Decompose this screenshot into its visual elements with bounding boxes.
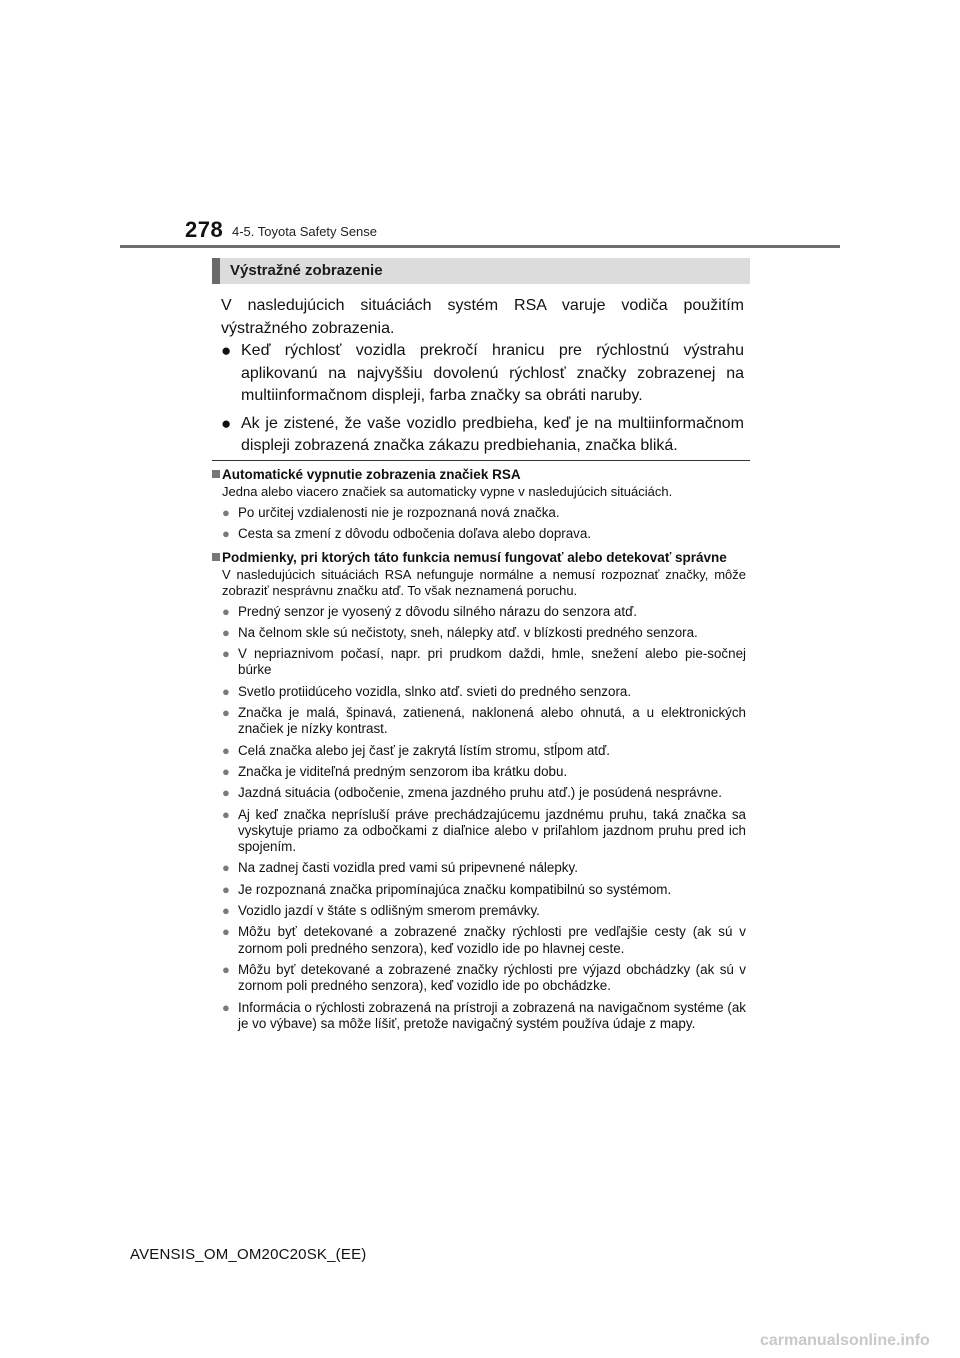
note-text: V nasledujúcich situáciách RSA nefunguje normálne a nemusí rozpoznať značky, môže zobraziť nesprávnu značku atď. To však neznamená poruchu. [222, 566, 746, 598]
list-item-text: Cesta sa zmení z dôvodu odbočenia doľava alebo doprava. [238, 526, 592, 542]
warning-bullet [221, 413, 744, 458]
list-item [212, 962, 746, 995]
bullet-icon: ● [222, 763, 230, 779]
note-heading [212, 550, 746, 566]
bullet-icon: ● [222, 742, 230, 758]
note-heading [212, 467, 746, 483]
warning-bullet-text: Ak je zistené, že vaše vozidlo predbieha, keď je na multiinformačnom displeji zobrazená značka zákazu predbiehania, značka bliká. [241, 414, 744, 454]
list-item [212, 505, 746, 521]
list-item [212, 903, 746, 919]
list-item [212, 646, 746, 679]
list-item [212, 1000, 746, 1033]
bullet-icon: ● [222, 961, 230, 977]
document-code-footer: AVENSIS_OM_OM20C20SK_(EE) [130, 1246, 367, 1263]
list-item [212, 764, 746, 780]
list-item-text: V nepriaznivom počasí, napr. pri prudkom daždi, hmle, snežení alebo pie-sočnej búrke [238, 646, 746, 678]
list-item [212, 743, 746, 759]
bullet-icon: ● [221, 341, 232, 360]
warning-bullet-text: Keď rýchlosť vozidla prekročí hranicu pre rýchlostnú výstrahu aplikovanú na najvyššiu dovolenú rýchlosť značky zobrazenej na multiinformačnom displeji, farba značky sa obráti naruby. [241, 342, 744, 404]
list-item [212, 705, 746, 738]
bullet-icon: ● [222, 624, 230, 640]
warning-bullet [221, 340, 744, 408]
square-bullet-icon [212, 470, 220, 478]
bullet-icon: ● [222, 526, 230, 542]
list-item-text: Predný senzor je vyosený z dôvodu silného nárazu do senzora atď. [238, 603, 638, 619]
list-item-text: Jazdná situácia (odbočenie, zmena jazdného pruhu atď.) je posúdená nesprávne. [238, 785, 722, 801]
bullet-icon: ● [222, 881, 230, 897]
list-item-text: Na zadnej časti vozidla pred vami sú pripevnené nálepky. [238, 860, 578, 876]
list-item-text: Celá značka alebo jej časť je zakrytá lístím stromu, stĺpom atď. [238, 742, 610, 758]
list-item-text: Vozidlo jazdí v štáte s odlišným smerom premávky. [238, 903, 540, 919]
bullet-icon: ● [222, 860, 230, 876]
bullet-icon: ● [222, 603, 230, 619]
list-item-text: Informácia o rýchlosti zobrazená na prístroji a zobrazená na navigačnom systéme (ak je vo výbave) sa môže líšiť, pretože navigačný systém používa údaje z mapy. [238, 999, 746, 1031]
note-heading-text: Podmienky, pri ktorých táto funkcia nemusí fungovať alebo detekovať správne [222, 549, 727, 565]
bullet-icon: ● [222, 683, 230, 699]
list-item [212, 807, 746, 856]
list-item-text: Na čelnom skle sú nečistoty, sneh, nálepky atď. v blízkosti predného senzora. [238, 624, 698, 640]
list-item-text: Aj keď značka neprísluší práve prechádzajúcemu jazdnému pruhu, taká značka sa vyskytuje priamo za odbočkami z diaľnice alebo v priľahlom jazdnom pruhu pred ich spojením. [238, 806, 746, 855]
watermark: carmanualsonline.info [760, 1332, 930, 1349]
list-item [212, 785, 746, 801]
list-item [212, 604, 746, 620]
section-title: Výstražné zobrazenie [230, 262, 383, 279]
bullet-icon: ● [222, 785, 230, 801]
list-item-text: Môžu byť detekované a zobrazené značky rýchlosti pre vedľajšie cesty (ak sú v zornom poli predného senzora), keď vozidlo ide po hlavnej ceste. [238, 924, 746, 956]
list-item-text: Je rozpoznaná značka pripomínajúca značku kompatibilnú so systémom. [238, 881, 672, 897]
list-item-text: Môžu byť detekované a zobrazené značky rýchlosti pre výjazd obchádzky (ak sú v zornom poli predného senzora), keď vozidlo ide po obchádzke. [238, 961, 746, 994]
list-item-text: Svetlo protiidúceho vozidla, slnko atď. svieti do predného senzora. [238, 683, 632, 699]
bullet-icon: ● [222, 505, 230, 520]
bullet-icon: ● [222, 646, 230, 662]
intro-paragraph: V nasledujúcich situáciách systém RSA varuje vodiča použitím výstražného zobrazenia. [221, 297, 744, 337]
bullet-icon: ● [222, 806, 230, 822]
page-number: 278 [185, 217, 224, 242]
notes-divider [212, 460, 750, 461]
list-item [212, 625, 746, 641]
list-item-text: Po určitej vzdialenosti nie je rozpoznaná nová značka. [238, 505, 560, 520]
notes-section [212, 467, 746, 1032]
note-text: Jedna alebo viacero značiek sa automaticky vypne v nasledujúcich situáciách. [222, 484, 673, 499]
bullet-icon: ● [222, 705, 230, 721]
list-item [212, 882, 746, 898]
bullet-icon: ● [222, 999, 230, 1015]
section-header: 4-5. Toyota Safety Sense [232, 224, 378, 239]
bullet-icon: ● [222, 903, 230, 919]
list-item [212, 684, 746, 700]
bullet-icon: ● [222, 924, 230, 940]
list-item [212, 860, 746, 876]
section-title-bar [212, 258, 750, 284]
square-bullet-icon [212, 553, 220, 561]
note-heading-text: Automatické vypnutie zobrazenia značiek RSA [222, 467, 521, 482]
header-divider [120, 245, 840, 248]
list-item [212, 924, 746, 957]
warning-bullet-list [221, 340, 744, 463]
bullet-icon: ● [221, 413, 232, 433]
list-item-text: Značka je malá, špinavá, zatienená, naklonená alebo ohnutá, a u elektronických značiek je nízky kontrast. [238, 705, 746, 737]
list-item-text: Značka je viditeľná predným senzorom iba krátku dobu. [238, 763, 568, 779]
list-item [212, 526, 746, 542]
